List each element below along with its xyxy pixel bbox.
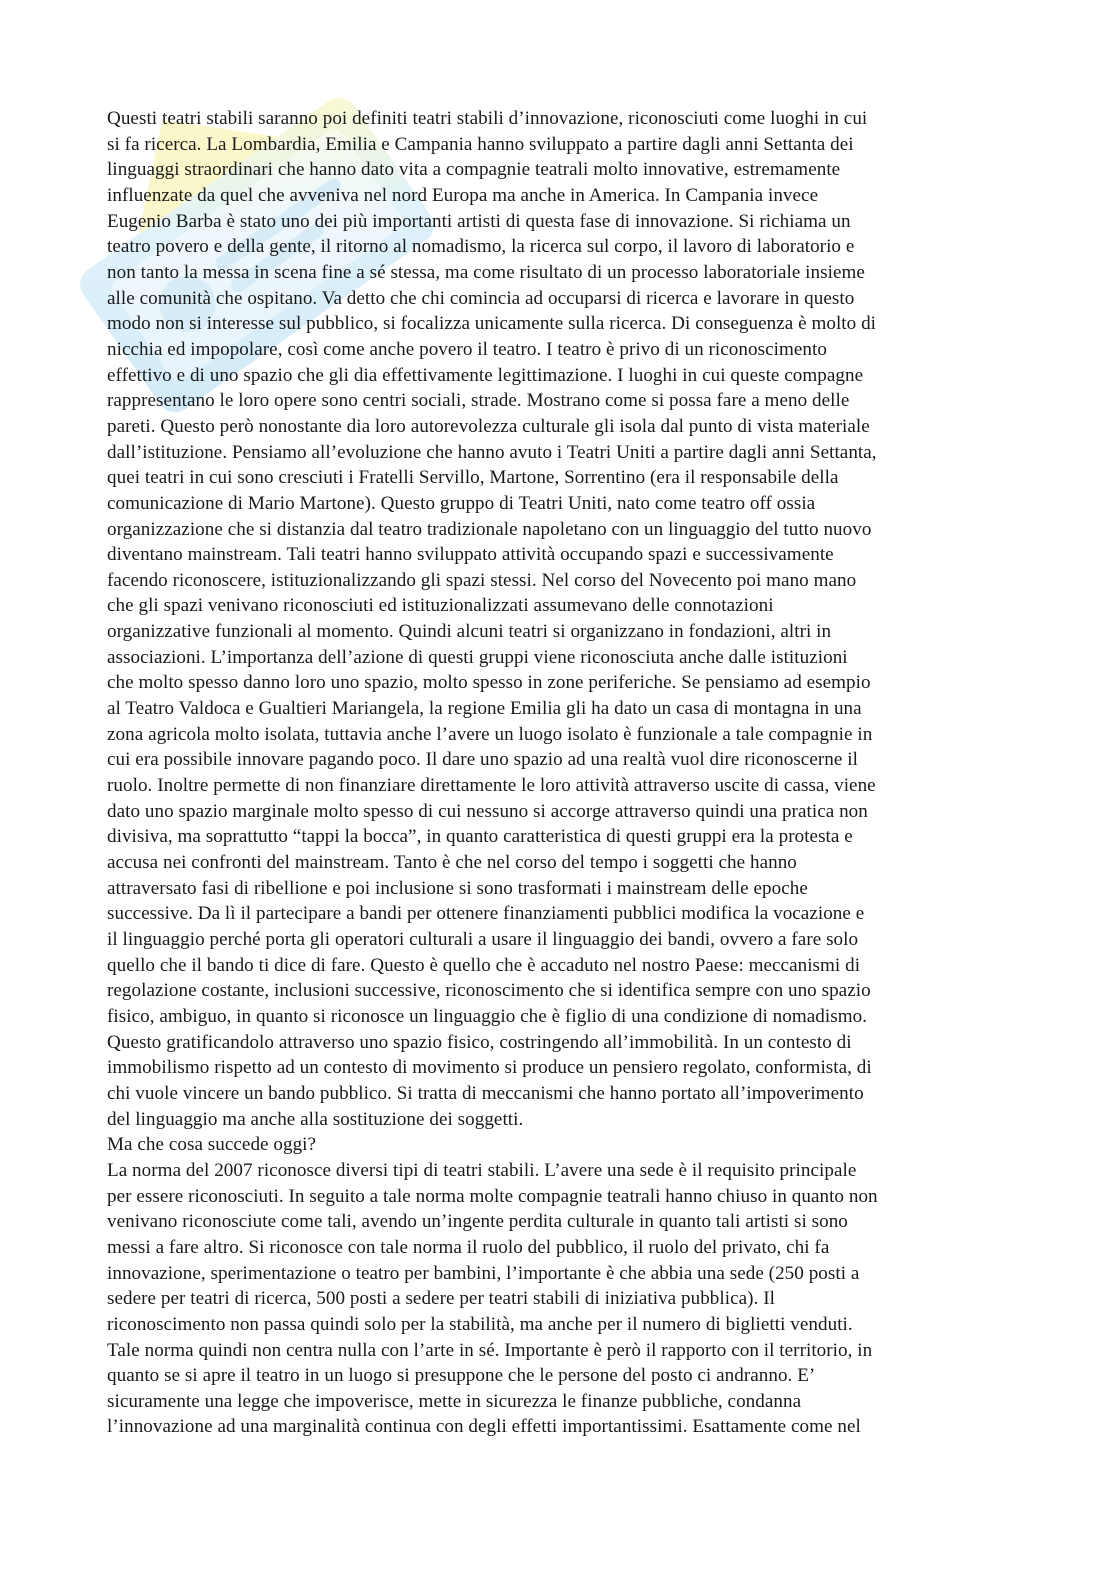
text-line: venivano riconosciute come tali, avendo un’ingente perdita culturale in quanto tali artisti si sono — [107, 1211, 848, 1233]
text-line: immobilismo rispetto ad un contesto di movimento si produce un pensiero regolato, conformista, di — [107, 1057, 872, 1079]
text-line: sedere per teatri di ricerca, 500 posti a sedere per teatri stabili di iniziativa pubblica). Il — [107, 1288, 775, 1310]
text-line: riconoscimento non passa quindi solo per la stabilità, ma anche per il numero di biglietti venduti. — [107, 1313, 853, 1335]
text-line: Ma che cosa succede oggi? — [107, 1134, 317, 1156]
text-line: associazioni. L’importanza dell’azione di questi gruppi viene riconosciuta anche dalle istituzioni — [107, 646, 848, 668]
text-line: che gli spazi venivano riconosciuti ed istituzionalizzati assumevano delle connotazioni — [107, 595, 774, 617]
text-line: regolazione costante, inclusioni successive, riconoscimento che si identifica sempre con uno spazio — [107, 980, 871, 1002]
text-line: quanto se si apre il teatro in un luogo si presuppone che le persone del posto ci andranno. E’ — [107, 1365, 816, 1387]
text-line: alle comunità che ospitano. Va detto che chi comincia ad occuparsi di ricerca e lavorare in questo — [107, 287, 855, 309]
text-line: attraversato fasi di ribellione e poi inclusione si sono trasformati i mainstream delle epoche — [107, 877, 808, 899]
text-line: sicuramente una legge che impoverisce, mette in sicurezza le finanze pubbliche, condanna — [107, 1390, 802, 1412]
text-line: l’innovazione ad una marginalità continua con degli effetti importantissimi. Esattamente come nel — [107, 1416, 861, 1438]
text-line: cui era possibile innovare pagando poco. Il dare uno spazio ad una realtà vuol dire riconoscerne il — [107, 749, 858, 771]
text-line: Questo gratificandolo attraverso uno spazio fisico, costringendo all’immobilità. In un contesto di — [107, 1031, 852, 1053]
text-line: teatro povero e della gente, il ritorno al nomadismo, la ricerca sul corpo, il lavoro di laboratorio e — [107, 236, 855, 258]
text-line: nicchia ed impopolare, così come anche povero il teatro. I teatro è privo di un riconoscimento — [107, 338, 827, 360]
text-line: organizzazione che si distanzia dal teatro tradizionale napoletano con un linguaggio del tutto nuovo — [107, 518, 872, 540]
text-line: divisiva, ma soprattutto “tappi la bocca”, in quanto caratteristica di questi gruppi era la protesta e — [107, 826, 853, 848]
text-line: diventano mainstream. Tali teatri hanno sviluppato attività occupando spazi e successivamente — [107, 544, 834, 566]
text-line: quello che il bando ti dice di fare. Questo è quello che è accaduto nel nostro Paese: meccanismi di — [107, 954, 861, 976]
text-line: Questi teatri stabili saranno poi definiti teatri stabili d’innovazione, riconosciuti come luoghi in cui — [107, 108, 868, 129]
text-line: linguaggi straordinari che hanno dato vita a compagnie teatrali molto innovative, estremamente — [107, 159, 841, 181]
text-line: per essere riconosciuti. In seguito a tale norma molte compagnie teatrali hanno chiuso in quanto non — [107, 1185, 878, 1207]
text-line: facendo riconoscere, istituzionalizzando gli spazi stessi. Nel corso del Novecento poi mano mano — [107, 569, 857, 591]
text-line: influenzate da quel che avveniva nel nord Europa ma anche in America. In Campania invece — [107, 184, 819, 206]
text-line: organizzative funzionali al momento. Quindi alcuni teatri si organizzano in fondazioni, altri in — [107, 621, 832, 643]
text-line: Eugenio Barba è stato uno dei più importanti artisti di questa fase di innovazione. Si richiama un — [107, 210, 851, 232]
text-line: il linguaggio perché porta gli operatori culturali a usare il linguaggio dei bandi, ovvero a fare solo — [107, 929, 859, 950]
text-line: dato uno spazio marginale molto spesso di cui nessuno si accorge attraverso quindi una pratica non — [107, 800, 868, 822]
text-line: accusa nei confronti del mainstream. Tanto è che nel corso del tempo i soggetti che hanno — [107, 852, 797, 874]
text-line: zona agricola molto isolata, tuttavia anche l’avere un luogo isolato è funzionale a tale compagnie in — [107, 723, 873, 745]
document-body — [107, 106, 1012, 1440]
text-line: che molto spesso danno loro uno spazio, molto spesso in zone periferiche. Se pensiamo ad esempio — [107, 672, 871, 694]
text-line: modo non si interesse sul pubblico, si focalizza unicamente sulla ricerca. Di conseguenza è molto di — [107, 313, 877, 335]
text-line: del linguaggio ma anche alla sostituzione dei soggetti. — [107, 1108, 524, 1130]
text-line: comunicazione di Mario Martone). Questo gruppo di Teatri Uniti, nato come teatro off ossia — [107, 492, 816, 514]
text-line: ruolo. Inoltre permette di non finanziare direttamente le loro attività attraverso uscite di cassa, viene — [107, 775, 876, 797]
text-line: fisico, ambiguo, in quanto si riconosce un linguaggio che è figlio di una condizione di nomadismo. — [107, 1005, 868, 1027]
text-line: al Teatro Valdoca e Gualtieri Mariangela, la regione Emilia gli ha dato un casa di montagna in una — [107, 698, 862, 720]
text-line: messi a fare altro. Si riconosce con tale norma il ruolo del pubblico, il ruolo del privato, chi fa — [107, 1236, 830, 1258]
text-line: dall’istituzione. Pensiamo all’evoluzione che hanno avuto i Teatri Uniti a partire dagli anni Settanta, — [107, 441, 877, 463]
text-line: rappresentano le loro opere sono centri sociali, strade. Mostrano come si possa fare a meno delle — [107, 390, 850, 412]
text-line: La norma del 2007 riconosce diversi tipi di teatri stabili. L’avere una sede è il requisito principale — [107, 1159, 857, 1181]
text-line: successive. Da lì il partecipare a bandi per ottenere finanziamenti pubblici modifica la vocazione e — [107, 903, 865, 925]
text-line: pareti. Questo però nonostante dia loro autorevolezza culturale gli isola dal punto di vista materiale — [107, 415, 870, 437]
text-line: Tale norma quindi non centra nulla con l’arte in sé. Importante è però il rapporto con il territorio, in — [107, 1339, 873, 1361]
text-line: chi vuole vincere un bando pubblico. Si tratta di meccanismi che hanno portato all’impoverimento — [107, 1082, 864, 1104]
text-line: innovazione, sperimentazione o teatro per bambini, l’importante è che abbia una sede (250 posti a — [107, 1262, 860, 1284]
text-line: effettivo e di uno spazio che gli dia effettivamente legittimazione. I luoghi in cui queste compagne — [107, 364, 864, 386]
text-line: quei teatri in cui sono cresciuti i Fratelli Servillo, Martone, Sorrentino (era il responsabile della — [107, 467, 839, 489]
text-line: si fa ricerca. La Lombardia, Emilia e Campania hanno sviluppato a partire dagli anni Settanta dei — [107, 133, 854, 155]
text-line: non tanto la messa in scena fine a sé stessa, ma come risultato di un processo laboratoriale insieme — [107, 261, 865, 283]
